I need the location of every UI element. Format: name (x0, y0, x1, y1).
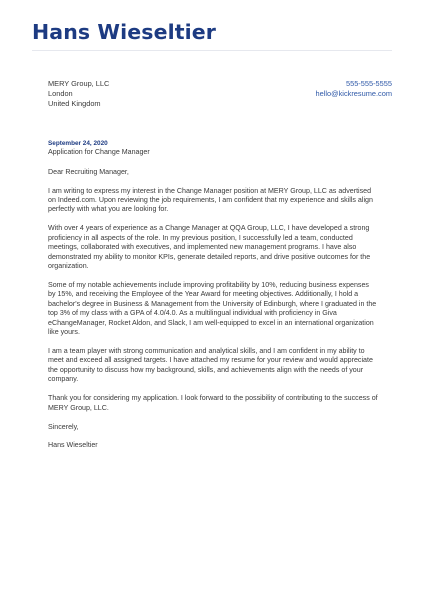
paragraph-intro: I am writing to express my interest in the Change Manager position at MERY Group, LLC as advertised on Indeed.com. Upon reviewing the job requirements, I am confident that my experience and skills align perfectly with what you are looking for. (48, 186, 373, 214)
email-address[interactable]: hello@kickresume.com (315, 89, 392, 99)
header-divider (32, 50, 392, 51)
applicant-name: Hans Wieseltier (32, 20, 216, 44)
recipient-country: United Kingdom (48, 99, 101, 109)
recipient-address (48, 79, 109, 110)
paragraph-thanks: Thank you for considering my application. I look forward to the possibility of contributing to the success of MERY Group, LLC. (48, 394, 378, 412)
paragraph-skills: I am a team player with strong communication and analytical skills, and I am confident in my ability to meet and exceed all assigned targets. I have attached my resume for your review and would appreciate the opportunity to discuss how my background, skills, and achievements align with the needs of your company. (48, 347, 373, 384)
paragraph-achievements: Some of my notable achievements include improving profitability by 10%, reducing business expenses by 15%, and receiving the Employee of the Year Award for meeting objectives. Additionally, I hold a bachelor's degree in Business & Management from the University of Edinburgh, where I graduated in the top 3% of my class with a GPA of 4.0/4.0. As a multilingual individual with proficiency in Giva eChangeManager, Rocket Aldon, and Slack, I am well-equipped to excel in an international organization like yours. (48, 280, 377, 337)
letter-signature: Hans Wieseltier (48, 441, 98, 450)
applicant-contact (315, 79, 392, 99)
recipient-company: MERY Group, LLC (48, 79, 110, 88)
letter-closing: Sincerely, (48, 422, 79, 431)
letter-date: September 24, 2020 (48, 140, 108, 147)
recipient-city: London (48, 89, 73, 99)
letter-subject: Application for Change Manager (48, 148, 150, 157)
letter-greeting: Dear Recruiting Manager, (48, 167, 129, 176)
paragraph-experience: With over 4 years of experience as a Change Manager at QQA Group, LLC, I have developed a strong proficiency in all aspects of the role. In my previous position, I successfully led a team, conducted meetings, collaborated with executives, and implemented new management programs. I have also demonstrated my ability to monitor KPIs, generate detailed reports, and drive positive outcomes for the organization. (48, 224, 371, 271)
phone-number: 555-555-5555 (345, 79, 392, 88)
letter-body (48, 139, 378, 451)
